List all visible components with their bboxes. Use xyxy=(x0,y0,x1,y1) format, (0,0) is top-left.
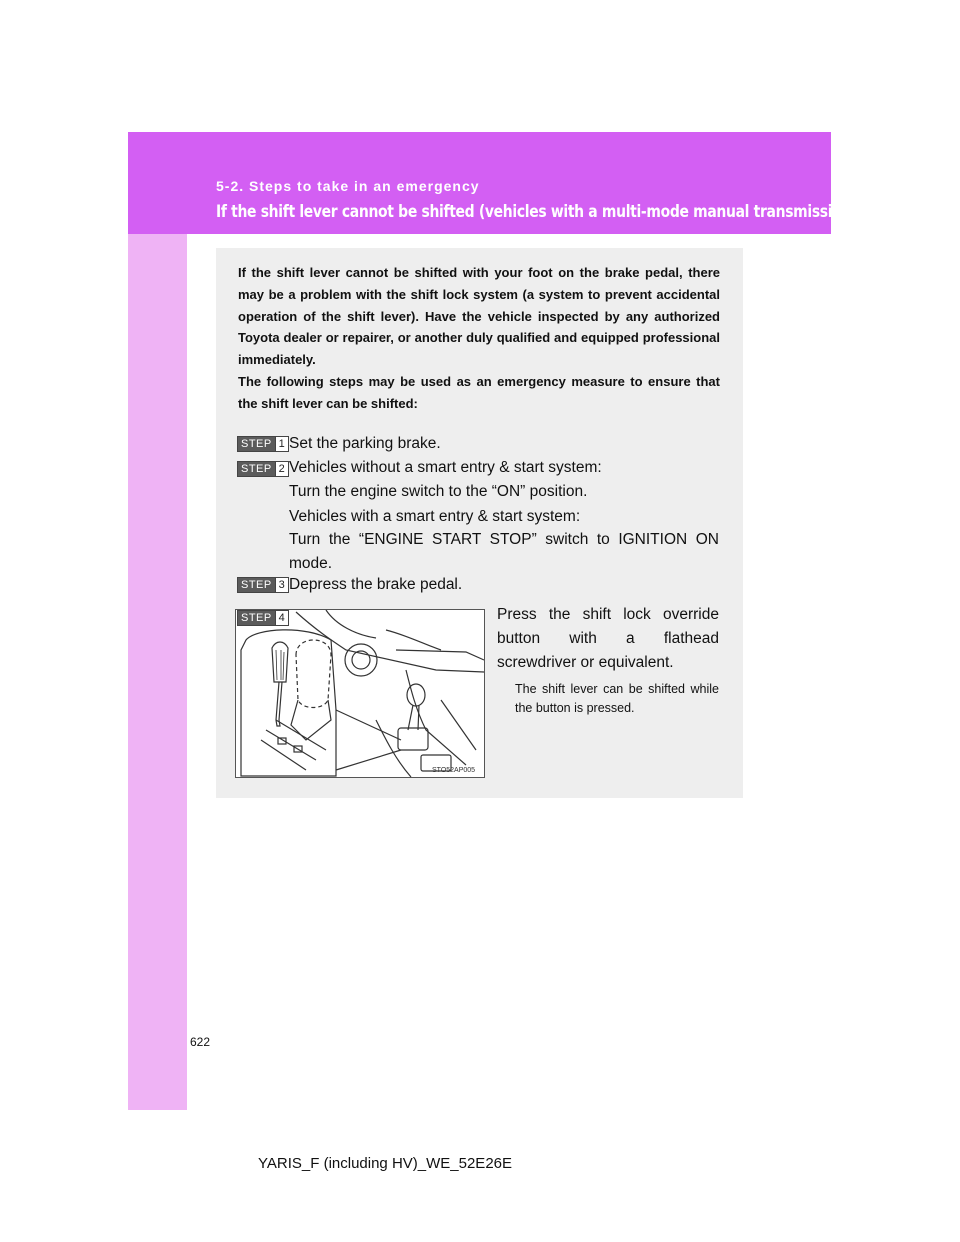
figure-code: STO52AP005 xyxy=(432,767,476,774)
document-footer: YARIS_F (including HV)_WE_52E26E xyxy=(258,1155,513,1172)
intro-text xyxy=(238,262,720,415)
step-2-line-3: Vehicles with a smart entry & start system: xyxy=(289,508,581,525)
step-badge-number: 4 xyxy=(275,611,288,625)
step-2-line-1: Vehicles without a smart entry & start system: xyxy=(289,459,602,476)
step-3-text: Depress the brake pedal. xyxy=(289,576,463,593)
step-badge-number: 2 xyxy=(275,462,288,476)
step-badge-3 xyxy=(237,577,289,593)
step-2-line-4: Turn the “ENGINE START STOP” switch to IGNITION ON mode. xyxy=(289,531,719,572)
intro-paragraph: The following steps may be used as an emergency measure to ensure that the shift lever can be shifted: xyxy=(238,373,720,411)
step-badge-number: 1 xyxy=(275,437,288,451)
step-1-text: Set the parking brake. xyxy=(289,435,441,452)
page-heading: If the shift lever cannot be shifted (vehicles with a multi-mode manual transmission) xyxy=(216,202,858,222)
step-badge-label: STEP xyxy=(238,611,275,625)
step-4-note: The shift lever can be shifted while the button is pressed. xyxy=(515,682,719,715)
step-2-line-2: Turn the engine switch to the “ON” position. xyxy=(289,483,588,500)
shift-lock-illustration xyxy=(235,609,485,778)
step-badge-number: 3 xyxy=(275,578,288,592)
illustration-svg xyxy=(236,610,484,777)
step-badge-2 xyxy=(237,461,289,477)
step-4-text: Press the shift lock override button with a flathead screwdriver or equivalent. xyxy=(497,606,719,671)
step-badge-label: STEP xyxy=(238,437,275,451)
step-badge-label: STEP xyxy=(238,462,275,476)
side-strip xyxy=(128,132,187,1110)
step-badge-label: STEP xyxy=(238,578,275,592)
step-badge-4 xyxy=(237,610,289,626)
page-number: 622 xyxy=(190,1035,211,1049)
section-label: 5-2. Steps to take in an emergency xyxy=(216,178,480,194)
step-badge-1 xyxy=(237,436,289,452)
intro-paragraph: If the shift lever cannot be shifted with your foot on the brake pedal, there may be a problem with the shift lock system (a system to prevent accidental operation of the shift lever). Have the vehicle inspected by any authorized Toyota dealer or repairer, or another duly qualified and equipped professional immediately. xyxy=(238,265,720,368)
